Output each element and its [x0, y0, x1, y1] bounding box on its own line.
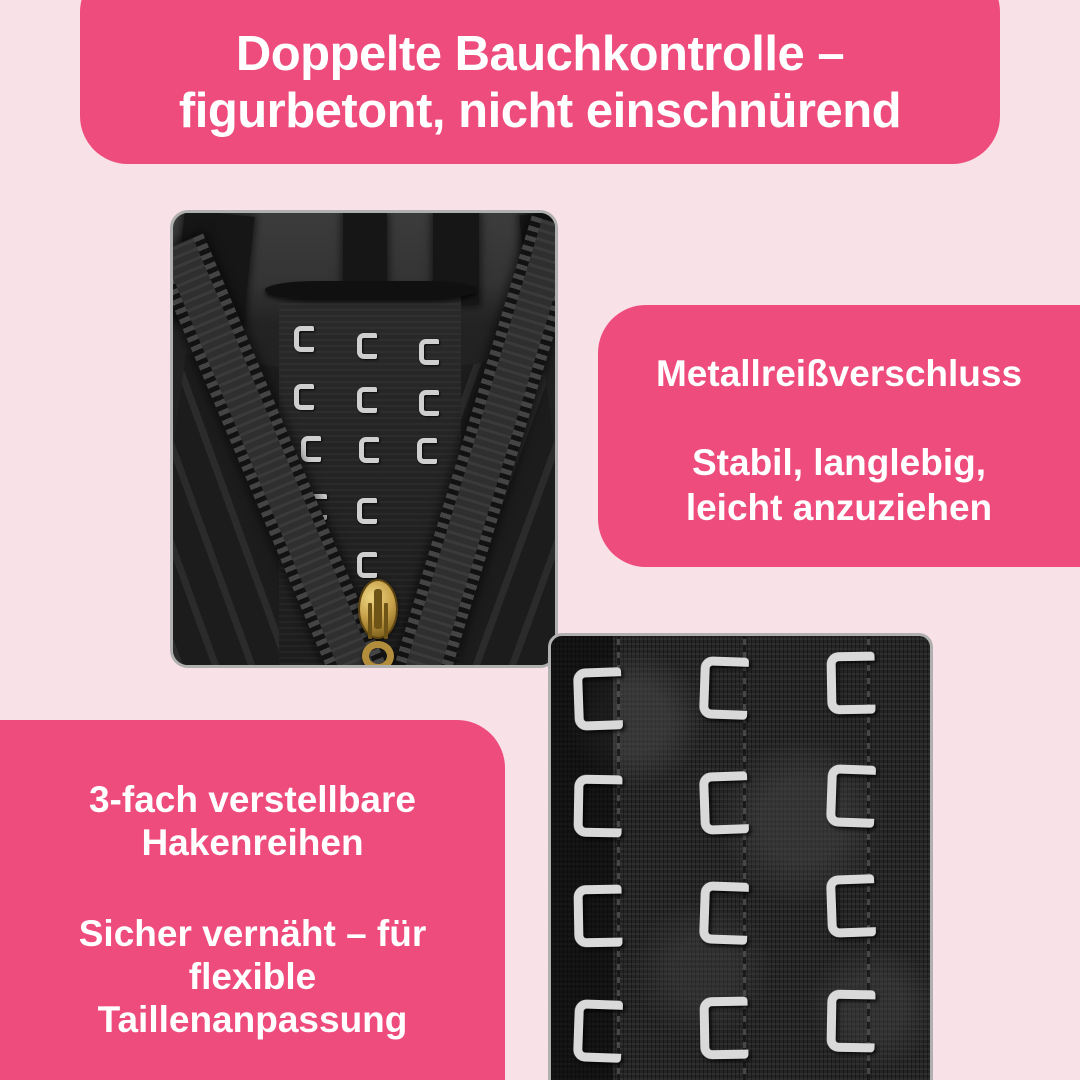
metal-hook-icon	[417, 438, 437, 464]
metal-hook-icon	[573, 775, 622, 838]
metal-hook-icon	[699, 881, 749, 945]
metal-hook-icon	[573, 885, 622, 948]
metal-hook-icon	[294, 326, 314, 352]
headline-line1: Doppelte Bauchkontrolle –	[235, 27, 845, 81]
metal-hook-icon	[419, 390, 439, 416]
metal-hook-icon	[573, 999, 623, 1063]
metal-hook-icon	[419, 339, 439, 365]
zipper-callout-heading: Metallreißverschluss	[655, 353, 1023, 394]
spacer	[10, 864, 495, 912]
metal-hook-icon	[301, 436, 321, 462]
hooks-callout-heading1: 3-fach verstellbare	[88, 779, 416, 820]
metal-hook-icon	[826, 874, 876, 938]
metal-hook-icon	[699, 771, 749, 835]
hooks-callout-heading2: Hakenreihen	[141, 822, 364, 863]
metal-hook-icon	[699, 656, 749, 720]
zipper-callout-body1: Stabil, langlebig,	[692, 442, 986, 483]
metal-hook-icon	[357, 333, 377, 359]
metal-hook-icon	[573, 667, 623, 731]
headline-banner	[80, 0, 1000, 164]
metal-hook-icon	[826, 990, 875, 1053]
metal-hook-icon	[826, 764, 876, 828]
metal-hook-icon	[359, 437, 379, 463]
zipper-callout-body2: leicht anzuziehen	[685, 487, 993, 528]
hooks-callout-body3: Taillenanpassung	[97, 999, 408, 1040]
hooks-callout-body2: flexible	[188, 956, 317, 997]
metal-hook-icon	[357, 498, 377, 524]
panel-seam	[265, 281, 477, 299]
metal-hook-icon	[357, 552, 377, 578]
metal-hook-icon	[699, 997, 748, 1060]
hooks-callout	[0, 720, 505, 1080]
zipper-callout	[598, 305, 1080, 567]
spacer	[608, 396, 1070, 440]
hook-rows-photo	[548, 633, 933, 1080]
headline-line2: figurbetont, nicht einschnürend	[178, 84, 902, 138]
metal-hook-icon	[826, 652, 875, 715]
gold-zipper-slider-icon	[358, 579, 398, 639]
gold-zipper-pull-ring-icon	[362, 641, 394, 668]
hooks-callout-body1: Sicher vernäht – für	[78, 913, 427, 954]
metal-hook-icon	[294, 384, 314, 410]
metal-hook-icon	[357, 387, 377, 413]
corset-zipper-photo	[170, 210, 558, 668]
